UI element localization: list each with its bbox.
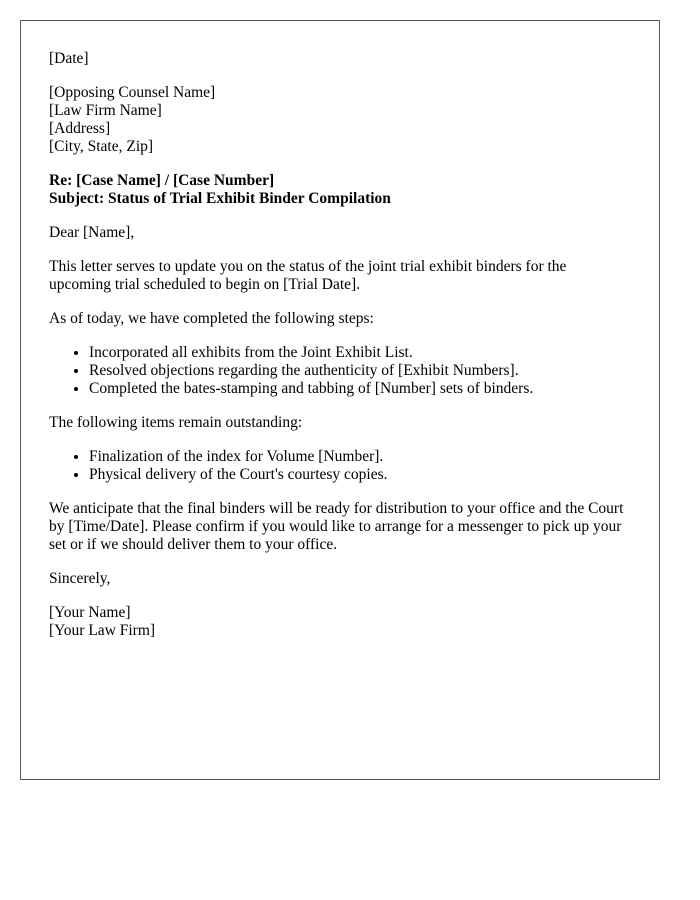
completed-intro: As of today, we have completed the following steps:	[49, 310, 374, 327]
recipient-address-block	[49, 84, 631, 156]
subject-line: Subject: Status of Trial Exhibit Binder Compilation	[49, 190, 391, 207]
recipient-name: [Opposing Counsel Name]	[49, 84, 216, 101]
list-item: • Incorporated all exhibits from the Joint Exhibit List.	[89, 344, 631, 362]
sender-name: [Your Name]	[49, 604, 131, 621]
reference-block	[49, 172, 631, 208]
list-item: • Completed the bates-stamping and tabbing of [Number] sets of binders.	[89, 380, 631, 398]
outstanding-intro: The following items remain outstanding:	[49, 414, 303, 431]
re-line: Re: [Case Name] / [Case Number]	[49, 172, 275, 189]
salutation: Dear [Name],	[49, 224, 135, 241]
closing-paragraph: We anticipate that the final binders will be ready for distribution to your office and the Court by [Time/Date]. Please confirm if you would like to arrange for a messenger to pick up your set or if we should deliver them to your office.	[49, 500, 624, 553]
sender-firm: [Your Law Firm]	[49, 622, 156, 639]
letter-date-block	[49, 50, 631, 68]
recipient-address: [Address]	[49, 120, 111, 137]
signature-block	[49, 604, 631, 640]
completed-steps-list	[49, 344, 631, 398]
letter-page	[20, 20, 660, 780]
letter-date: [Date]	[49, 50, 89, 67]
list-item: • Finalization of the index for Volume [Number].	[89, 448, 631, 466]
recipient-city-state-zip: [City, State, Zip]	[49, 138, 154, 155]
outstanding-items-list	[49, 448, 631, 484]
list-item: • Physical delivery of the Court's courtesy copies.	[89, 466, 631, 484]
recipient-firm: [Law Firm Name]	[49, 102, 162, 119]
sign-off: Sincerely,	[49, 570, 111, 587]
list-item: • Resolved objections regarding the authenticity of [Exhibit Numbers].	[89, 362, 631, 380]
intro-paragraph: This letter serves to update you on the status of the joint trial exhibit binders for the upcoming trial scheduled to begin on [Trial Date].	[49, 258, 567, 293]
